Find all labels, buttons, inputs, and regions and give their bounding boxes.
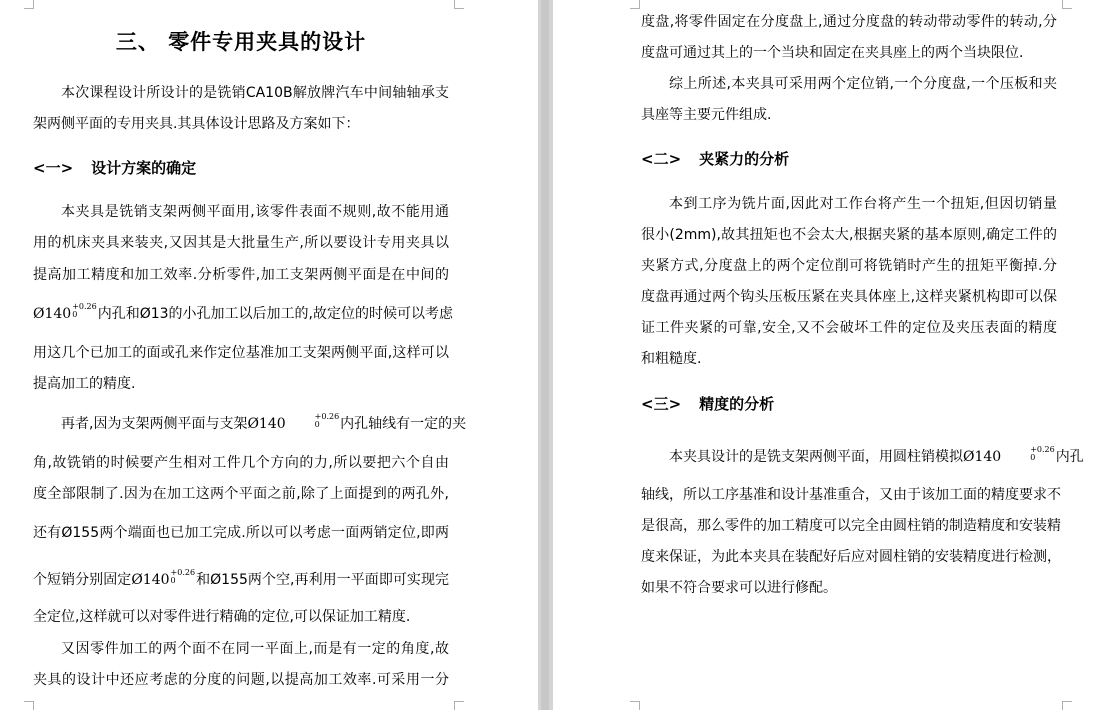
paragraph-line: Ø140 +0.26 0 内孔和Ø13的小孔加工以后加工的,故定位的时候可以考虑 [33,302,454,322]
page-corner-mark [630,0,640,9]
page-corner-mark [454,0,464,9]
paragraph-line: 用这几个已加工的面或孔来作定位基准加工支架两侧平面,这样可以 [33,345,449,361]
page-gutter [538,0,553,710]
paragraph-line: 个短销分别固定Ø140 +0.26 0 和Ø155两个空,再利用一平面即可实现完 [33,568,450,588]
dimension-tolerance: Ø140 +0.26 0 [963,445,1055,465]
page-corner-mark [454,701,464,710]
section-heading-3 [641,393,774,415]
paragraph-line: 证工件夹紧的可靠,安全,又不会破坏工件的定位及夹压表面的精度 [641,320,1057,336]
section-title: 设计方案的确定 [91,159,197,177]
page-corner-mark [1062,701,1072,710]
page-corner-mark [1062,0,1072,9]
paragraph-line: 提高加工的精度. [33,376,136,392]
paragraph-line: 是很高，那么零件的加工精度可以完全由圆柱销的制造精度和安装精 [641,518,1061,534]
paragraph-line: 角,故铣销的时候要产生相对工件几个方向的力,所以要把六个自由 [33,455,449,471]
paragraph-line: 度来保证，为此本夹具在装配好后应对圆柱销的安装精度进行检测， [641,549,1061,565]
section-number: <一> [33,159,74,177]
section-number: <二> [641,150,682,168]
paragraph-line: 具座等主要元件组成. [641,107,772,123]
paragraph-line: 轴线，所以工序基准和设计基准重合，又由于该加工面的精度要求不 [641,487,1061,503]
paragraph-line: 再者,因为支架两侧平面与支架Ø140 +0.26 0 内孔轴线有一定的夹 [61,412,467,432]
paragraph-line: 本夹具设计的是铣支架两侧平面，用圆柱销模拟Ø140 +0.26 0 内孔 [669,445,1084,465]
page-corner-mark [24,701,34,710]
dimension-tolerance: Ø140 +0.26 0 [247,412,340,432]
section-heading-2 [641,148,789,170]
section-heading-1 [33,157,196,179]
section-title: 夹紧力的分析 [699,150,790,168]
paragraph-line: 度盘,将零件固定在分度盘上,通过分度盘的转动带动零件的转动,分 [641,14,1057,30]
paragraph-line: 又因零件加工的两个面不在同一平面上,而是有一定的角度,故 [61,641,449,657]
paragraph-line: 很小(2mm),故其扭矩也不会太大,根据夹紧的基本原则,确定工件的 [641,227,1057,243]
dimension-tolerance: Ø140 +0.26 0 [33,302,97,322]
document-page-left [0,0,538,710]
paragraph-line: 如果不符合要求可以进行修配。 [641,580,837,596]
paragraph-line: 夹具的设计中还应考虑的分度的问题,以提高加工效率.可采用一分 [33,672,449,688]
paragraph-line: 本夹具是铣销支架两侧平面用,该零件表面不规则,故不能用通 [61,204,449,220]
chapter-title: 三、 零件专用夹具的设计 [115,30,367,54]
intro-line: 架两侧平面的专用夹具.其具体设计思路及方案如下： [33,116,360,132]
paragraph-line: 还有Ø155两个端面也已加工完成.所以可以考虑一面两销定位,即两 [33,525,449,541]
paragraph-line: 和粗糙度. [641,351,702,367]
paragraph-line: 综上所述,本夹具可采用两个定位销,一个分度盘,一个压板和夹 [669,76,1057,92]
paragraph-line: 全定位,这样就可以对零件进行精确的定位,可以保证加工精度. [33,609,411,625]
dimension-tolerance: Ø140 +0.26 0 [131,568,196,588]
page-corner-mark [630,701,640,710]
paragraph-line: 度盘再通过两个钩头压板压紧在夹具体座上,这样夹紧机构即可以保 [641,289,1057,305]
document-page-right [553,0,1097,710]
paragraph-line: 用的机床夹具来装夹,又因其是大批量生产,所以要设计专用夹具以 [33,235,449,251]
page-corner-mark [24,0,34,9]
paragraph-line: 本到工序为铣片面,因此对工作台将产生一个扭矩,但因切销量 [669,196,1057,212]
paragraph-line: 度全部限制了.因为在加工这两个平面之前,除了上面提到的两孔外, [33,486,449,502]
paragraph-line: 夹紧方式,分度盘上的两个定位削可将铣销时产生的扭矩平衡掉.分 [641,258,1057,274]
paragraph-line: 度盘可通过其上的一个当块和固定在夹具座上的两个当块限位. [641,45,1024,61]
paragraph-line: 提高加工精度和加工效率.分析零件,加工支架两侧平面是在中间的 [33,267,449,283]
section-number: <三> [641,395,682,413]
section-title: 精度的分析 [699,395,775,413]
intro-line: 本次课程设计所设计的是铣销CA10B解放牌汽车中间轴轴承支 [61,85,449,101]
